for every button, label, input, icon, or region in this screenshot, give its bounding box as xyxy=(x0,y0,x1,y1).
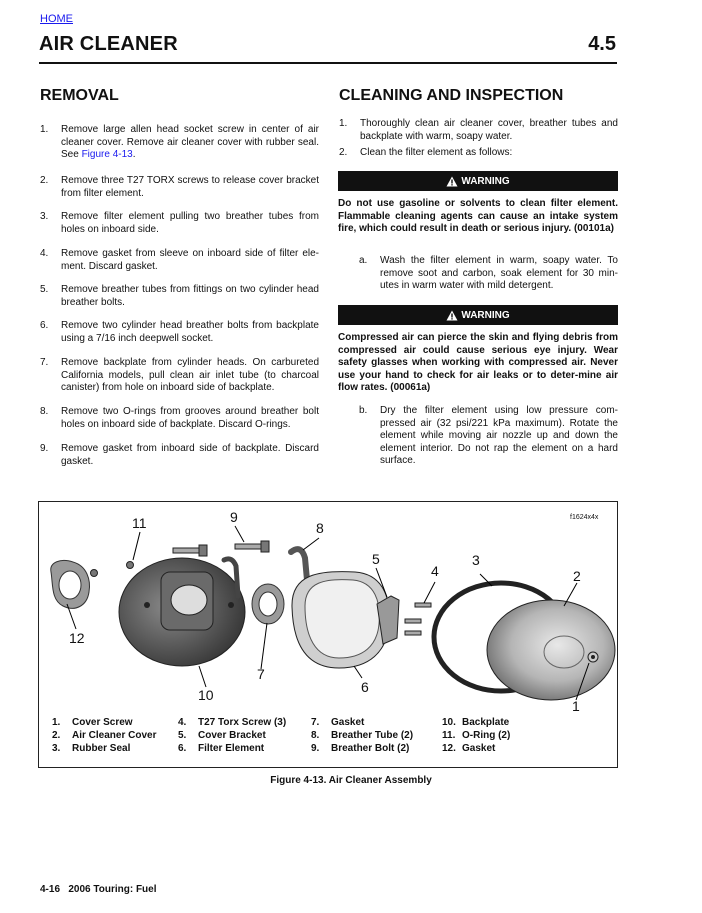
step-number: 3. xyxy=(40,211,49,222)
air-cleaner-exploded-illustration xyxy=(39,502,617,707)
filter-element-6 xyxy=(292,572,389,668)
substep-letter: a. xyxy=(359,255,368,266)
step-text: Remove filter element pulling two breather tubes from holes on inboard side. xyxy=(61,211,319,235)
step-number: 1. xyxy=(40,124,49,135)
figure-link[interactable]: Figure 4-13 xyxy=(81,149,133,161)
removal-heading: REMOVAL xyxy=(40,87,119,104)
removal-step-4 xyxy=(40,248,319,273)
cleaning-step-1 xyxy=(339,118,618,143)
callout-1: 1 xyxy=(572,698,580,714)
page-footer: 4-16 2006 Touring: Fuel xyxy=(40,884,157,895)
section-number: 4.5 xyxy=(588,33,616,55)
step-number: 9. xyxy=(40,443,49,454)
step-number: 6. xyxy=(40,320,49,331)
step-number: 4. xyxy=(40,248,49,259)
warning-text-2: Compressed air can pierce the skin and flying debris from compressed air could cause serious eye injury. Wear safety glasses when working with compressed air. Never use your hand to check for air leaks or to deter-mine air flow rates. (00061a) xyxy=(338,332,618,394)
callout-7: 7 xyxy=(257,666,265,682)
cover-screw-1 xyxy=(588,652,598,662)
figure-caption: Figure 4-13. Air Cleaner Assembly xyxy=(270,775,432,786)
step-number: 7. xyxy=(40,357,49,368)
page-title: AIR CLEANER xyxy=(39,33,178,55)
air-cleaner-cover-2 xyxy=(487,600,615,700)
step-text: Remove gasket from sleeve on inboard side of filter ele-ment. Discard gasket. xyxy=(61,248,319,272)
breather-tube-8 xyxy=(291,549,307,580)
cleaning-step-2 xyxy=(339,147,618,160)
callout-4: 4 xyxy=(431,563,439,579)
step-number: 5. xyxy=(40,284,49,295)
cleaning-substep-b xyxy=(359,405,618,468)
step-text: Remove three T27 TORX screws to release cover bracket from filter element. xyxy=(61,175,319,199)
step-text: Remove breather tubes from fittings on two cylinder head breather bolts. xyxy=(61,284,319,308)
title-rule xyxy=(39,62,617,64)
step-text: Clean the filter element as follows: xyxy=(360,147,513,158)
callout-3: 3 xyxy=(472,552,480,568)
removal-step-8 xyxy=(40,406,319,431)
breather-bolt-9 xyxy=(173,541,269,556)
step-number: 2. xyxy=(40,175,49,186)
callout-2: 2 xyxy=(573,568,581,584)
warning-triangle-icon xyxy=(446,176,458,187)
removal-step-2 xyxy=(40,175,319,200)
gasket-12 xyxy=(51,560,90,608)
cleaning-heading: CLEANING AND INSPECTION xyxy=(339,87,564,104)
torx-screws-4 xyxy=(405,603,431,635)
o-ring-11a xyxy=(91,570,98,577)
step-text: Remove two cylinder head breather bolts from backplate using a 7/16 inch deepwell socket. xyxy=(61,320,319,344)
substep-letter: b. xyxy=(359,405,368,416)
step-text: Thoroughly clean air cleaner cover, breather tubes and backplate with warm, soapy water. xyxy=(360,118,618,142)
home-link[interactable]: HOME xyxy=(40,13,73,25)
step-text: Remove backplate from cylinder heads. On carbureted California models, pull clean air inlet tube (to charcoal canister) from hole on inboard side of backplate. xyxy=(61,357,319,394)
substep-text: Wash the filter element in warm, soapy water. To remove soot and carbon, soak element for 30 min-utes in warm water with mild detergent. xyxy=(380,255,618,292)
cleaning-substep-a xyxy=(359,255,618,293)
gasket-7 xyxy=(252,584,284,624)
callout-9: 9 xyxy=(230,509,238,525)
warning-banner-2 xyxy=(338,305,618,325)
removal-step-5 xyxy=(40,284,319,309)
step-text: Remove gasket from inboard side of backplate. Discard gasket. xyxy=(61,443,319,467)
substep-text: Dry the filter element using low pressure com-pressed air (32 psi/221 kPa maximum). Rotate the element while moving air nozzle up and down the element interior. Do not rap the element on a hard surface. xyxy=(380,405,618,467)
o-ring-11b xyxy=(127,562,134,569)
callout-6: 6 xyxy=(361,679,369,695)
step-number: 8. xyxy=(40,406,49,417)
step-text: Remove two O-rings from grooves around breather bolt holes on inboard side of backplate. Discard O-rings. xyxy=(61,406,319,430)
warning-label: WARNING xyxy=(461,309,510,321)
removal-step-1 xyxy=(40,124,319,162)
callout-10: 10 xyxy=(198,687,214,703)
removal-step-9 xyxy=(40,443,319,468)
callout-12: 12 xyxy=(69,630,85,646)
step-number: 1. xyxy=(339,118,348,129)
warning-triangle-icon xyxy=(446,310,458,321)
warning-text-1: Do not use gasoline or solvents to clean filter element. Flammable cleaning agents can cause an intake system fire, which could result in death or serious injury. (00101a) xyxy=(338,198,618,235)
callout-5: 5 xyxy=(372,551,380,567)
callout-8: 8 xyxy=(316,520,324,536)
removal-step-7 xyxy=(40,357,319,395)
removal-step-3 xyxy=(40,211,319,236)
removal-step-6 xyxy=(40,320,319,345)
callout-11: 11 xyxy=(132,515,147,531)
warning-label: WARNING xyxy=(461,175,510,187)
step-text: Remove large allen head socket screw in center of air cleaner cover. Remove air cleaner cover with rubber seal. See xyxy=(61,124,319,161)
backplate-10 xyxy=(119,558,245,666)
warning-banner-1 xyxy=(338,171,618,191)
step-text-end: . xyxy=(132,149,136,161)
figure-id: f1624x4x xyxy=(570,514,599,521)
step-number: 2. xyxy=(339,147,348,158)
